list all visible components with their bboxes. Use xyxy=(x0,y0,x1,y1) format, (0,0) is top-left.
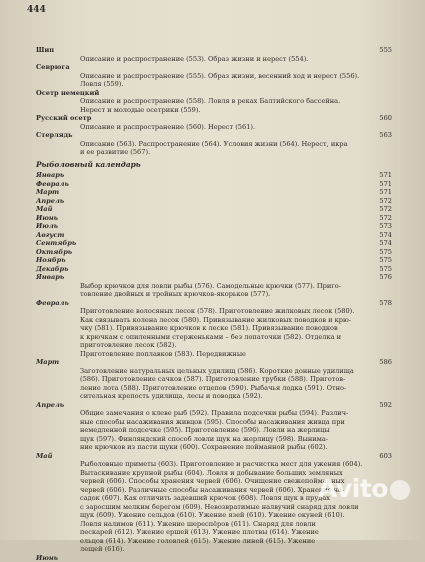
month-entry xyxy=(36,239,392,248)
description-line: щук (597). Финляндский способ ловли щук на жерлицу (598). Вынима- xyxy=(80,435,392,444)
month-name: Февраль xyxy=(36,180,374,189)
month-page xyxy=(374,554,392,562)
description-line: Вытаскивание крупной рыбы (604). Ловля и добывание больших земляных xyxy=(80,469,392,478)
month-name: Ноябрь xyxy=(36,256,374,265)
description-line: Приготовление волосяных лесок (578). Приготовление жилковых лесок (580). xyxy=(80,307,392,316)
month-entry xyxy=(36,452,392,461)
month-entry xyxy=(36,171,392,180)
month-name: Февраль xyxy=(36,299,374,308)
month-page: 572 xyxy=(374,205,392,214)
month-name: Март xyxy=(36,188,374,197)
description-line: ние крючков из пасти щуки (600). Сохранение пойманной рыбы (602). xyxy=(80,443,392,452)
entry-title: Шип xyxy=(36,46,374,55)
month-page: 575 xyxy=(374,265,392,274)
detailed-entries xyxy=(36,282,392,554)
entry-description xyxy=(36,72,392,89)
fish-entries xyxy=(36,46,392,157)
month-name: Март xyxy=(36,358,374,367)
description-line: Общие замечания о клеве рыб (592). Правила подсечки рыбы (594). Различ- xyxy=(80,409,392,418)
month-page: 574 xyxy=(374,239,392,248)
toc-entry-title xyxy=(36,46,392,55)
toc-entry-title xyxy=(36,63,392,72)
month-entry xyxy=(36,265,392,274)
month-entry xyxy=(36,180,392,189)
description-line: лещей (616). xyxy=(80,545,392,554)
entry-description xyxy=(36,97,392,114)
entry-title: Севрюга xyxy=(36,63,374,72)
toc-entry-title xyxy=(36,114,392,123)
description-line: ные способы насаживания живцов (595). Способы насаживания живца при xyxy=(80,418,392,427)
entry-page: 563 xyxy=(374,131,392,140)
month-name: Май xyxy=(36,452,374,461)
month-description xyxy=(36,409,392,452)
month-entry xyxy=(36,231,392,240)
entry-page: 555 xyxy=(374,46,392,55)
month-entry xyxy=(36,188,392,197)
entry-title: Русский осетр xyxy=(36,114,374,123)
entry-description xyxy=(36,55,392,64)
description-line: пескарей (612). Ужение ершей (613). Ужение плотвы (614). Ужение xyxy=(80,528,392,537)
month-entry xyxy=(36,214,392,223)
description-line: товление двойных и тройных крючков-якорьков (577). xyxy=(80,290,392,299)
month-name: Сентябрь xyxy=(36,239,374,248)
page-number: 444 xyxy=(27,5,46,15)
section-title: Рыболовный календарь xyxy=(36,161,392,170)
month-name: Апрель xyxy=(36,197,374,206)
month-entry xyxy=(36,401,392,410)
last-month-entry xyxy=(36,554,392,562)
month-page: 575 xyxy=(374,256,392,265)
month-name: Август xyxy=(36,231,374,240)
month-description xyxy=(36,282,392,299)
month-page: 592 xyxy=(374,401,392,410)
entry-description xyxy=(36,140,392,157)
entry-line: Описание и распространение (555). Образ жизни, весенний ход и нерест (556). xyxy=(80,72,392,81)
month-page: 571 xyxy=(374,188,392,197)
description-line: (586). Приготовление сачков (587). Приготовление трубки (588). Приготов- xyxy=(80,375,392,384)
toc-entry-title xyxy=(36,89,392,98)
watermark xyxy=(318,474,410,503)
description-line: садок (607). Как отличить задевший крючок (608). Ловля щук в прудах xyxy=(80,494,392,503)
month-page: 574 xyxy=(374,231,392,240)
entry-line: Ловля (559). xyxy=(80,80,392,89)
month-name: Январь xyxy=(36,273,374,282)
description-line: немедленной подсечке (595). Приготовление (596). Ловли на жерлицы xyxy=(80,426,392,435)
month-name: Октябрь xyxy=(36,248,374,257)
month-page: 571 xyxy=(374,171,392,180)
description-line: ление лота (588). Приготовление отцепов (590). Рыбачья лодка (591). Отно- xyxy=(80,384,392,393)
month-entry xyxy=(36,299,392,308)
month-entry xyxy=(36,222,392,231)
description-line: чку (581). Привязывание крючков к леске (581). Привязывание поводков xyxy=(80,324,392,333)
month-name: Май xyxy=(36,205,374,214)
entry-title: Стерлядь xyxy=(36,131,374,140)
month-name: Июнь xyxy=(36,214,374,223)
month-name: Апрель xyxy=(36,401,374,410)
entry-line: Описание и распространение (560). Нерест (561). xyxy=(80,123,392,132)
month-entry xyxy=(36,248,392,257)
description-line: Заготовление натуральных цельных удилищ (586). Короткие донные удилища xyxy=(80,367,392,376)
month-page: 573 xyxy=(374,222,392,231)
month-page: 603 xyxy=(374,452,392,461)
entry-line: Описание и распространение (553). Образ жизни и нерест (554). xyxy=(80,55,392,64)
description-line: ельцов (614). Ужение головлей (615). Ужение линей (615). Ужение xyxy=(80,537,392,546)
description-line: червей (606). Различные способы насаживания червей (606). Хранение на- xyxy=(80,486,392,495)
month-name: Июль xyxy=(36,222,374,231)
month-entry xyxy=(36,358,392,367)
description-line: сительная крепость удилища, лесы и поводка (592). xyxy=(80,392,392,401)
month-entry xyxy=(36,273,392,282)
entry-line: Описание и распространение (558). Ловля в реках Балтийского бассейна. xyxy=(80,97,392,106)
description-line: Как связывать колена лесок (580). Привязывание жилковых поводков и крю- xyxy=(80,316,392,325)
description-line: Приготовление поплавков (583). Передвижные xyxy=(80,350,392,359)
description-line: приготовление лесок (582). xyxy=(80,341,392,350)
month-page: 578 xyxy=(374,299,392,308)
month-list xyxy=(36,171,392,282)
month-entry xyxy=(36,197,392,206)
month-entry xyxy=(36,205,392,214)
description-line: Выбор крючков для ловли рыбы (576). Самодельные крючки (577). Приго- xyxy=(80,282,392,291)
toc-entry-title xyxy=(36,131,392,140)
entry-page: 560 xyxy=(374,114,392,123)
description-line: к крючкам с опиленными стерженьками – без лопаточки (582). Отделка и xyxy=(80,333,392,342)
month-name: Январь xyxy=(36,171,374,180)
entry-line: Описание (563). Распространение (564). Условия жизни (564). Нерест, икра xyxy=(80,140,392,149)
month-page: 571 xyxy=(374,180,392,189)
entry-title: Осетр немецкий xyxy=(36,89,374,98)
entry-line: и ее развитие (567). xyxy=(80,148,392,157)
month-entry xyxy=(36,256,392,265)
month-name: Декабрь xyxy=(36,265,374,274)
month-page: 576 xyxy=(374,273,392,282)
entry-line: Нерест и молодые осетрики (559). xyxy=(80,106,392,115)
month-page: 575 xyxy=(374,248,392,257)
description-line: с заросшим мелким берегом (609). Невозвратимые налвучий снаряд для ловли xyxy=(80,503,392,512)
description-line: червей (606). Способы хранения червей (606). Очищение свежепойманных xyxy=(80,477,392,486)
month-page: 586 xyxy=(374,358,392,367)
month-page: 572 xyxy=(374,197,392,206)
description-line: щук (609). Ужение сельдов (610). Ужение язей (610). Ужение окуней (610). xyxy=(80,511,392,520)
avito-logo-icon xyxy=(390,480,410,500)
month-description xyxy=(36,367,392,401)
month-description xyxy=(36,307,392,358)
month-name: Июнь xyxy=(36,554,374,562)
description-line: Рыболовные приметы (603). Приготовление и расчистка мест для ужения (604). xyxy=(80,460,392,469)
entry-description xyxy=(36,123,392,132)
description-line: Ловля налимов (611). Ужение шереспёров (611). Снаряд для ловли xyxy=(80,520,392,529)
month-page: 572 xyxy=(374,214,392,223)
watermark-text: Avito xyxy=(318,474,388,503)
